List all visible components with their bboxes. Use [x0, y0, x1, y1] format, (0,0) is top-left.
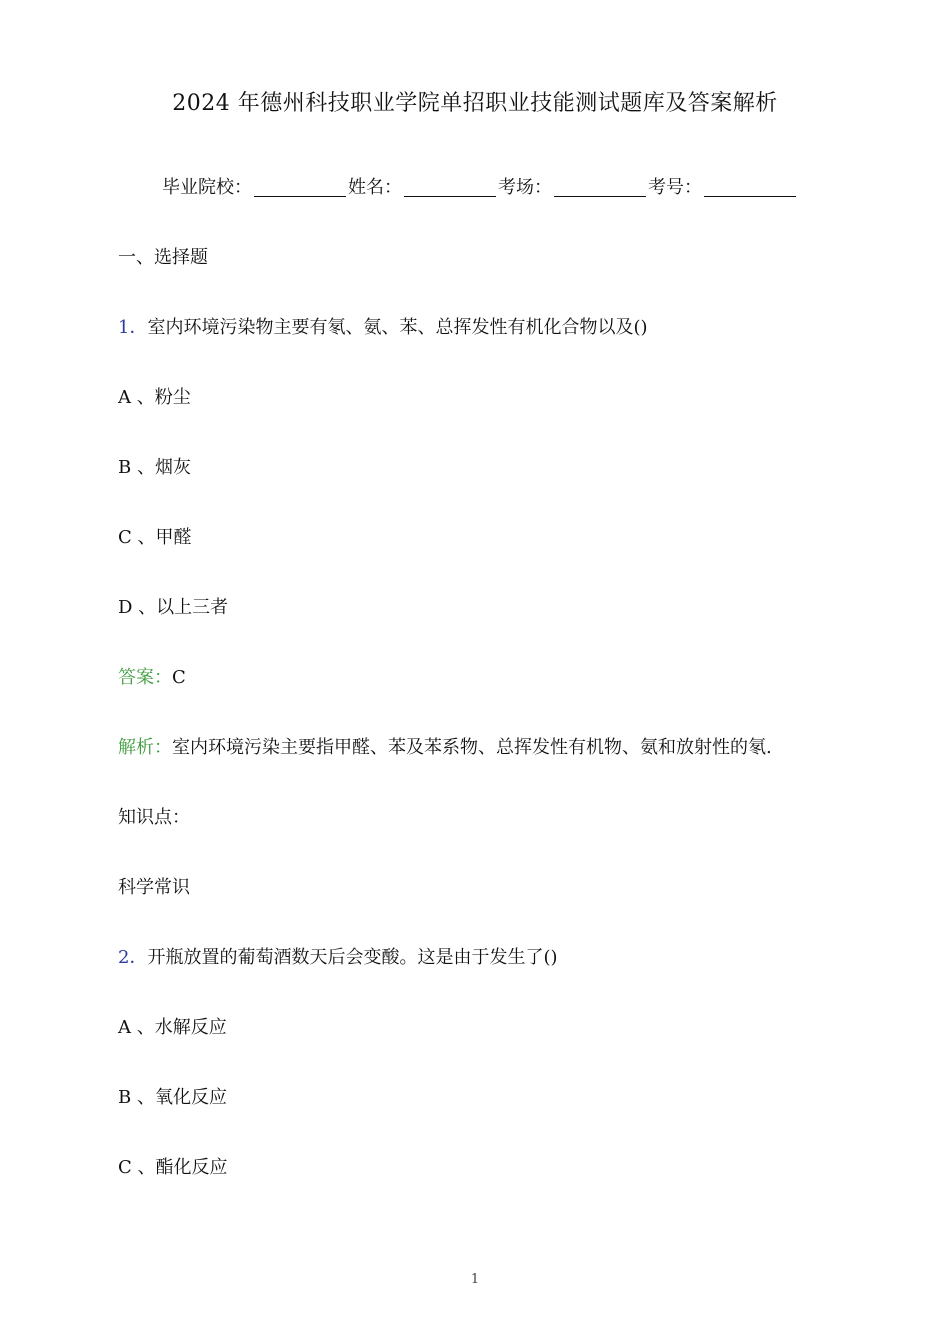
- answer-value: C: [172, 667, 186, 688]
- analysis-label: 解析：: [118, 737, 172, 758]
- q2-option-c: C 、酯化反应: [118, 1157, 228, 1178]
- q2-option-a: A 、水解反应: [118, 1017, 227, 1038]
- question-text: 室内环境污染物主要有氡、氨、苯、总挥发性有机化合物以及(): [147, 317, 648, 338]
- exam-info-row: [162, 176, 798, 200]
- knowledge-point-value: 科学常识: [118, 877, 190, 898]
- q1-option-c: C 、甲醛: [118, 527, 192, 548]
- q2-option-b: B 、氧化反应: [118, 1087, 227, 1108]
- knowledge-point-label: 知识点：: [118, 807, 190, 828]
- question-1: [118, 316, 648, 340]
- room-blank: [554, 178, 646, 197]
- name-label: 姓名：: [348, 177, 402, 198]
- school-label: 毕业院校：: [162, 177, 252, 198]
- q1-option-a: A 、粉尘: [118, 387, 191, 408]
- page-title: 2024 年德州科技职业学院单招职业技能测试题库及答案解析: [172, 91, 778, 116]
- page-number: 1: [470, 1272, 480, 1287]
- q1-option-b: B 、烟灰: [118, 457, 191, 478]
- school-blank: [254, 178, 346, 197]
- number-blank: [704, 178, 796, 197]
- q1-analysis: [118, 736, 772, 760]
- analysis-text: 室内环境污染主要指甲醛、苯及苯系物、总挥发性有机物、氨和放射性的氡.: [172, 737, 772, 758]
- room-label: 考场：: [498, 177, 552, 198]
- question-number: 1．: [118, 317, 148, 338]
- q1-answer: [118, 666, 186, 690]
- question-number: 2．: [118, 947, 148, 968]
- name-blank: [404, 178, 496, 197]
- number-label: 考号：: [648, 177, 702, 198]
- answer-label: 答案：: [118, 667, 172, 688]
- section-heading: 一、选择题: [118, 247, 208, 268]
- q1-option-d: D 、以上三者: [118, 597, 229, 618]
- question-text: 开瓶放置的葡萄酒数天后会变酸。这是由于发生了(): [147, 947, 558, 968]
- question-2: [118, 946, 558, 970]
